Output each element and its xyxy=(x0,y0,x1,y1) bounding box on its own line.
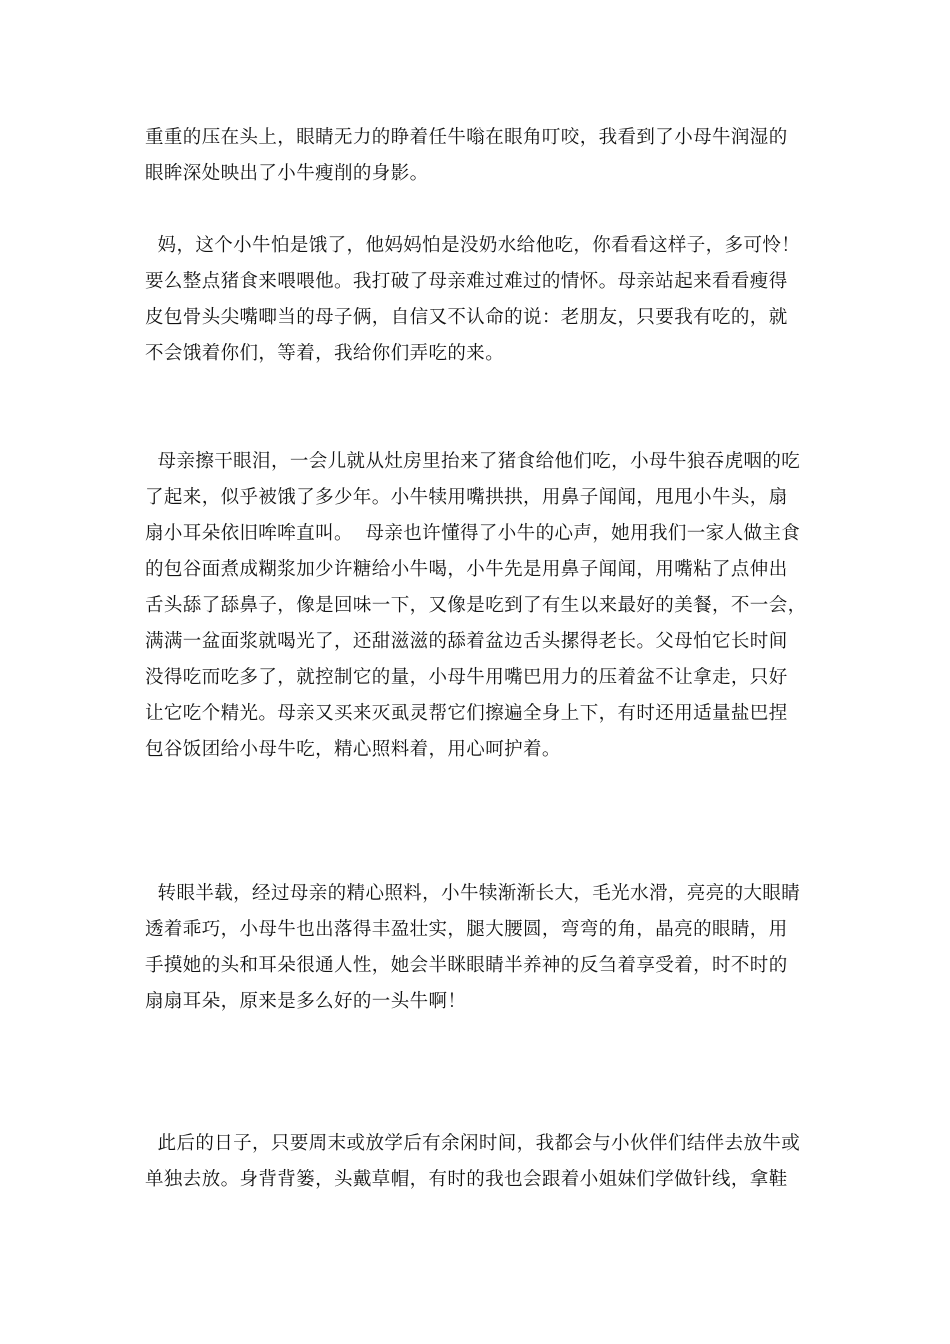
paragraph-1 xyxy=(145,120,805,192)
text-line: 转眼半载，经过母亲的精心照料，小牛犊渐渐长大，毛光水滑，亮亮的大眼睛 xyxy=(145,883,801,904)
text-line: 单独去放。身背背篓，头戴草帽，有时的我也会跟着小姐妹们学做针线，拿鞋 xyxy=(145,1169,788,1190)
text-line: 扇扇耳朵，原来是多么好的一头牛啊！ xyxy=(145,991,467,1012)
text-line: 不会饿着你们，等着，我给你们弄吃的来。 xyxy=(145,343,505,364)
paragraph-4 xyxy=(145,876,805,1020)
text-line: 要么整点猪食来喂喂他。我打破了母亲难过难过的情怀。母亲站起来看看瘦得 xyxy=(145,271,788,292)
paragraph-3 xyxy=(145,444,805,768)
text-line: 眼眸深处映出了小牛瘦削的身影。 xyxy=(145,163,429,184)
text-line: 包谷饭团给小母牛吃，精心照料着，用心呵护着。 xyxy=(145,739,561,760)
text-line: 重重的压在头上，眼睛无力的睁着任牛嗡在眼角叮咬，我看到了小母牛润湿的 xyxy=(145,127,788,148)
text-line: 皮包骨头尖嘴唧当的母子俩，自信又不认命的说：老朋友，只要我有吃的，就 xyxy=(145,307,788,328)
text-line: 母亲擦干眼泪，一会儿就从灶房里抬来了猪食给他们吃，小母牛狼吞虎咽的吃 xyxy=(145,451,801,472)
text-line: 让它吃个精光。母亲又买来灭虱灵帮它们擦遍全身上下，有时还用适量盐巴捏 xyxy=(145,703,788,724)
text-line: 此后的日子，只要周末或放学后有余闲时间，我都会与小伙伴们结伴去放牛或 xyxy=(145,1133,801,1154)
text-line: 妈，这个小牛怕是饿了，他妈妈怕是没奶水给他吃，你看看这样子，多可怜！ xyxy=(145,235,801,256)
text-line: 扇小耳朵依旧哞哞直叫。 母亲也许懂得了小牛的心声，她用我们一家人做主食 xyxy=(145,523,801,544)
text-line: 了起来，似乎被饿了多少年。小牛犊用嘴拱拱，用鼻子闻闻，甩甩小牛头，扇 xyxy=(145,487,788,508)
text-line: 没得吃而吃多了，就控制它的量，小母牛用嘴巴用力的压着盆不让拿走，只好 xyxy=(145,667,788,688)
paragraph-5 xyxy=(145,1126,805,1198)
text-line: 满满一盆面浆就喝光了，还甜滋滋的舔着盆边舌头摞得老长。父母怕它长时间 xyxy=(145,631,788,652)
paragraph-2 xyxy=(145,228,805,372)
text-line: 手摸她的头和耳朵很通人性，她会半眯眼睛半养神的反刍着享受着，时不时的 xyxy=(145,955,788,976)
text-line: 的包谷面煮成糊浆加少许糖给小牛喝，小牛先是用鼻子闻闻，用嘴粘了点伸出 xyxy=(145,559,788,580)
text-line: 透着乖巧，小母牛也出落得丰盈壮实，腿大腰圆，弯弯的角，晶亮的眼睛，用 xyxy=(145,919,788,940)
text-line: 舌头舔了舔鼻子，像是回味一下，又像是吃到了有生以来最好的美餐，不一会， xyxy=(145,595,807,616)
